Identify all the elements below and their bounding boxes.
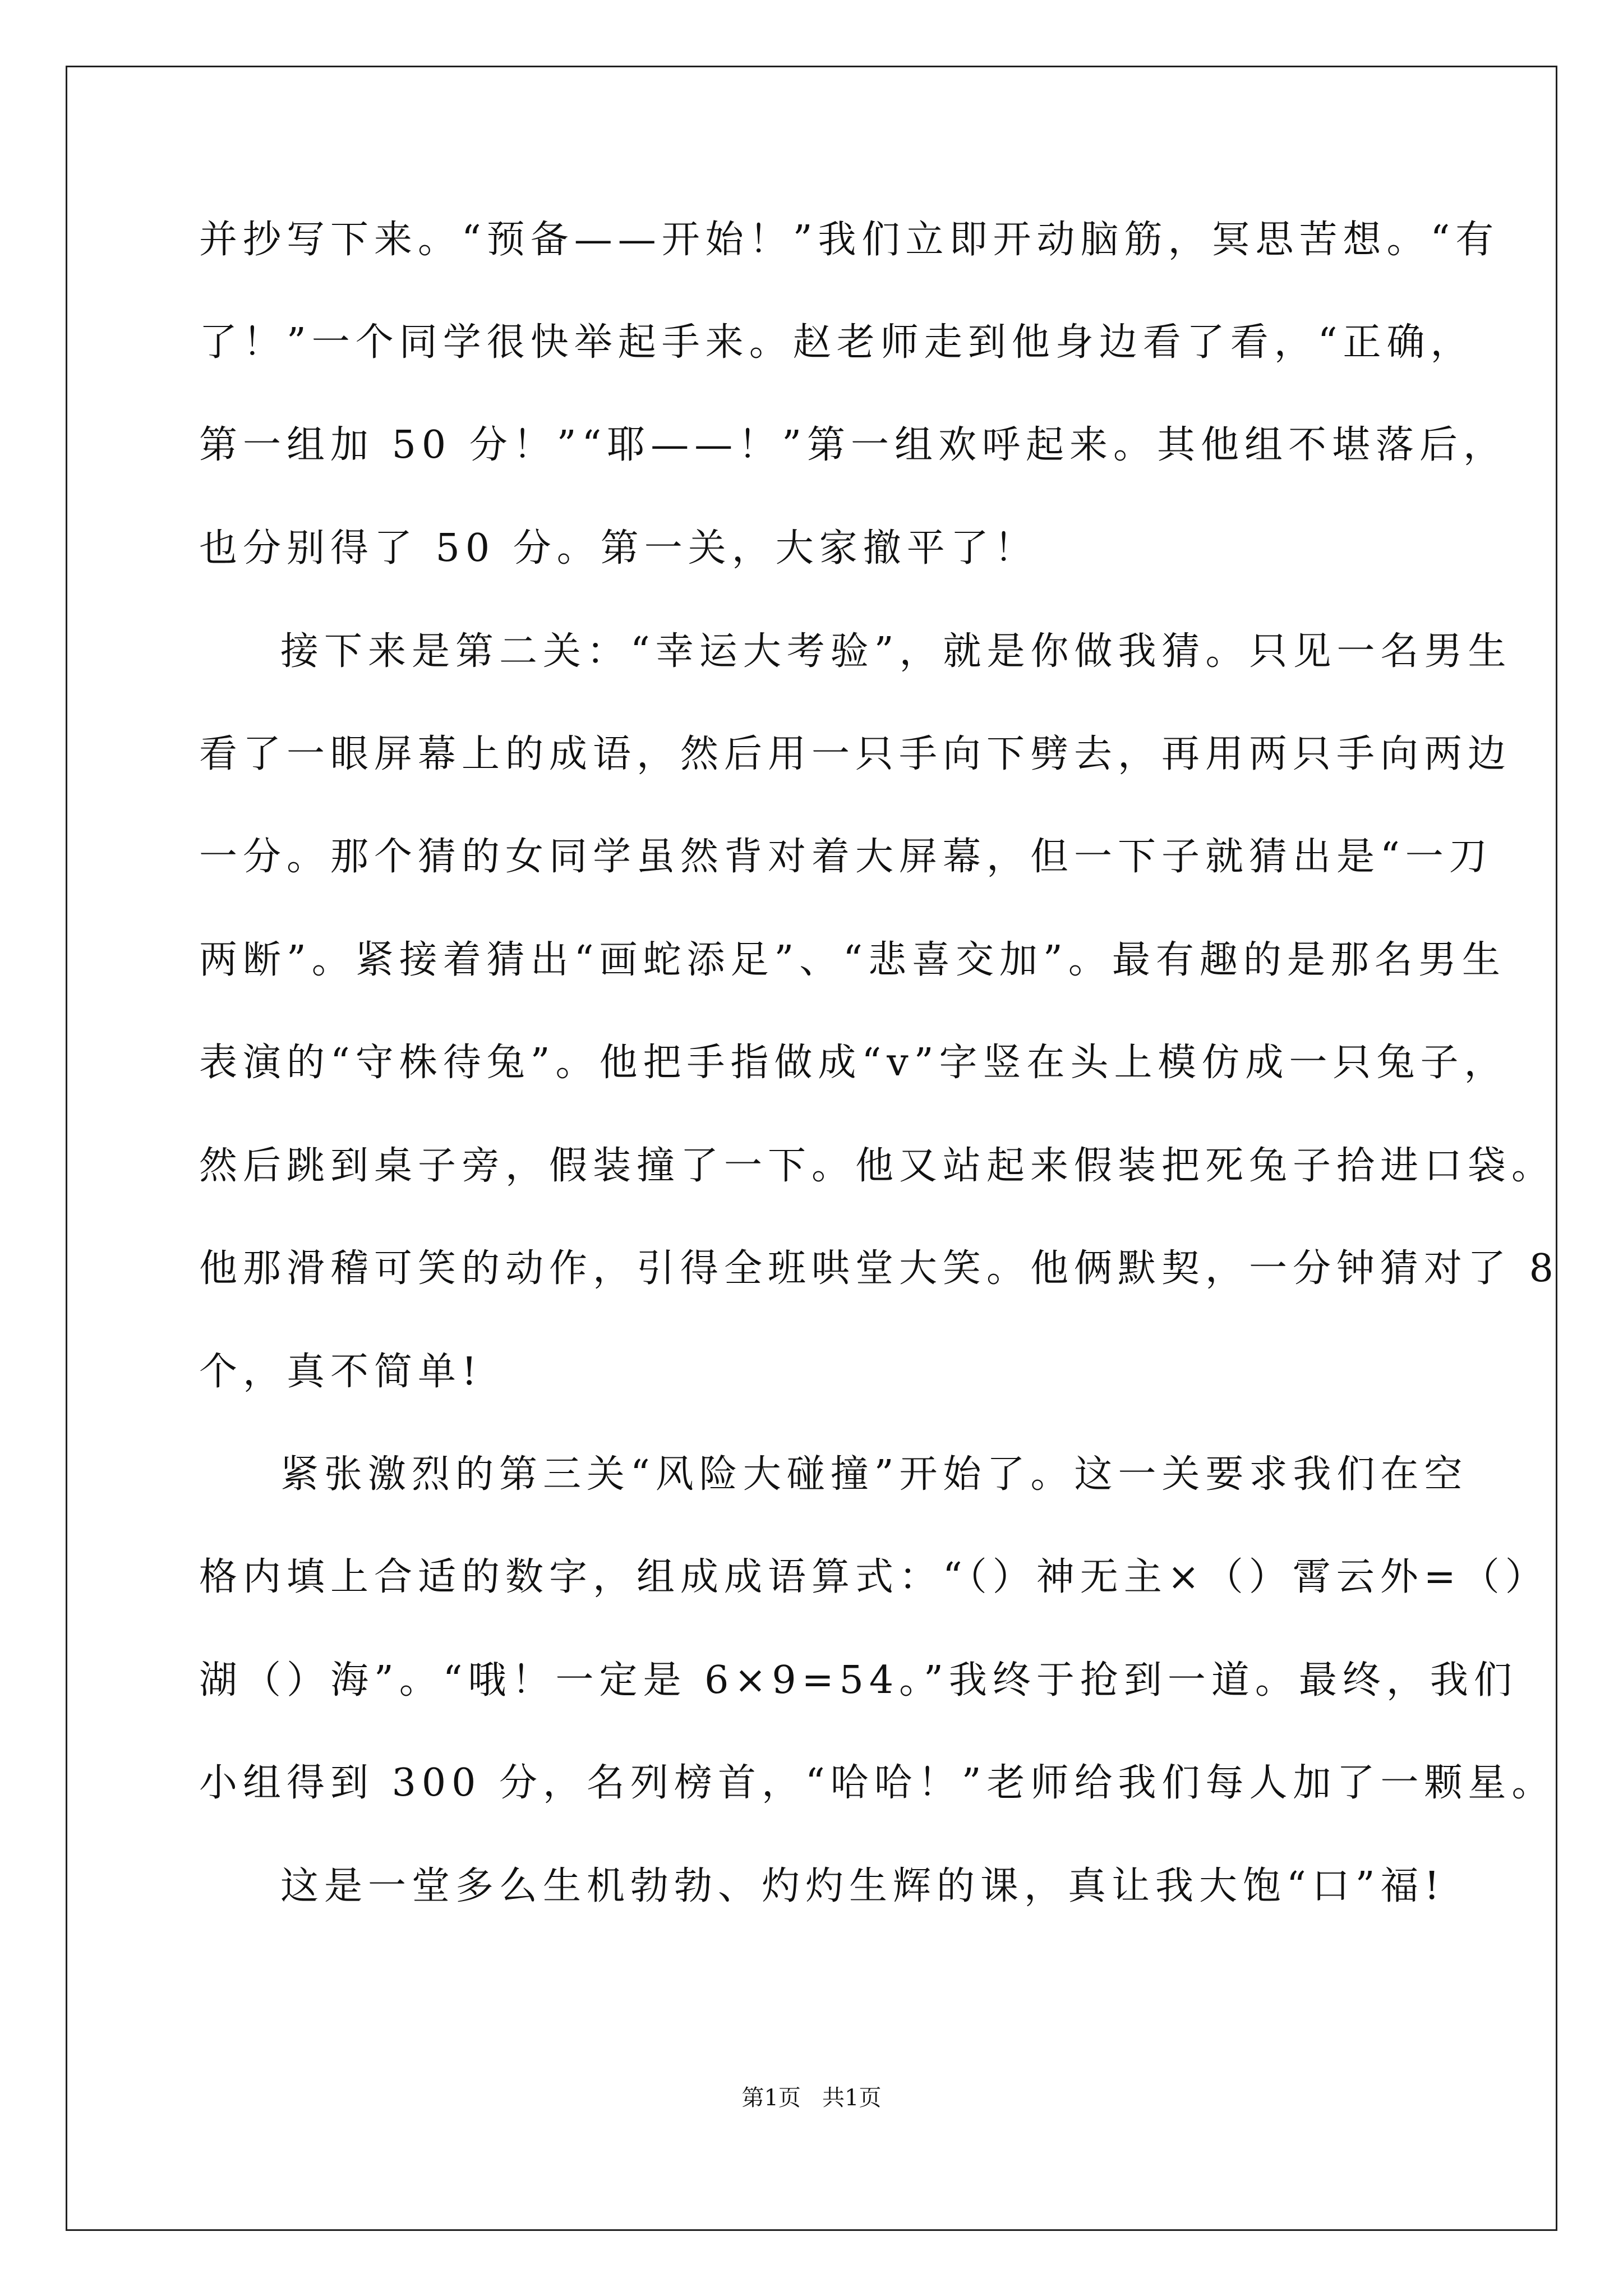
text-line: 然后跳到桌子旁，假装撞了一下。他又站起来假装把死兔子拾进口袋。 bbox=[199, 1144, 1556, 1188]
text-line: 表演的“守株待兔”。他把手指做成“v”字竖在头上模仿成一只兔子， bbox=[199, 1041, 1508, 1085]
text-line: 格内填上合适的数字，组成成语算式：“（）神无主×（）霄云外=（） bbox=[199, 1555, 1549, 1599]
text-line: 一分。那个猜的女同学虽然背对着大屏幕，但一下子就猜出是“一刀 bbox=[199, 835, 1493, 879]
paragraph-start-line: 这是一堂多么生机勃勃、灼灼生辉的课，真让我大饱“口”福! bbox=[280, 1864, 1445, 1908]
text-line: 两断”。紧接着猜出“画蛇添足”、“悲喜交加”。最有趣的是那名男生 bbox=[199, 938, 1506, 982]
paragraph-start-line: 紧张激烈的第三关“风险大碰撞”开始了。这一关要求我们在空 bbox=[280, 1452, 1468, 1497]
paragraph-start-line: 接下来是第二关：“幸运大考验”，就是你做我猜。只见一名男生 bbox=[280, 629, 1512, 674]
text-line: 第一组加 50 分！”“耶——！”第一组欢呼起来。其他组不堪落后， bbox=[199, 423, 1507, 467]
text-line: 他那滑稽可笑的动作，引得全班哄堂大笑。他俩默契，一分钟猜对了 8 bbox=[199, 1246, 1559, 1291]
text-line: 个，真不简单! bbox=[199, 1350, 483, 1394]
text-line: 湖（）海”。“哦！一定是 6×9=54。”我终于抢到一道。最终，我们 bbox=[199, 1658, 1518, 1703]
text-line: 小组得到 300 分，名列榜首，“哈哈！”老师给我们每人加了一颗星。 bbox=[199, 1761, 1556, 1805]
text-line: 了！”一个同学很快举起手来。赵老师走到他身边看了看，“正确， bbox=[199, 320, 1474, 365]
text-line: 看了一眼屏幕上的成语，然后用一只手向下劈去，再用两只手向两边 bbox=[199, 732, 1512, 776]
text-line: 并抄写下来。“预备——开始！”我们立即开动脑筋，冥思苦想。“有 bbox=[199, 218, 1500, 262]
text-line: 也分别得了 50 分。第一关，大家撤平了！ bbox=[199, 526, 1038, 570]
page-footer: 第1页 共1页 bbox=[741, 2085, 882, 2111]
